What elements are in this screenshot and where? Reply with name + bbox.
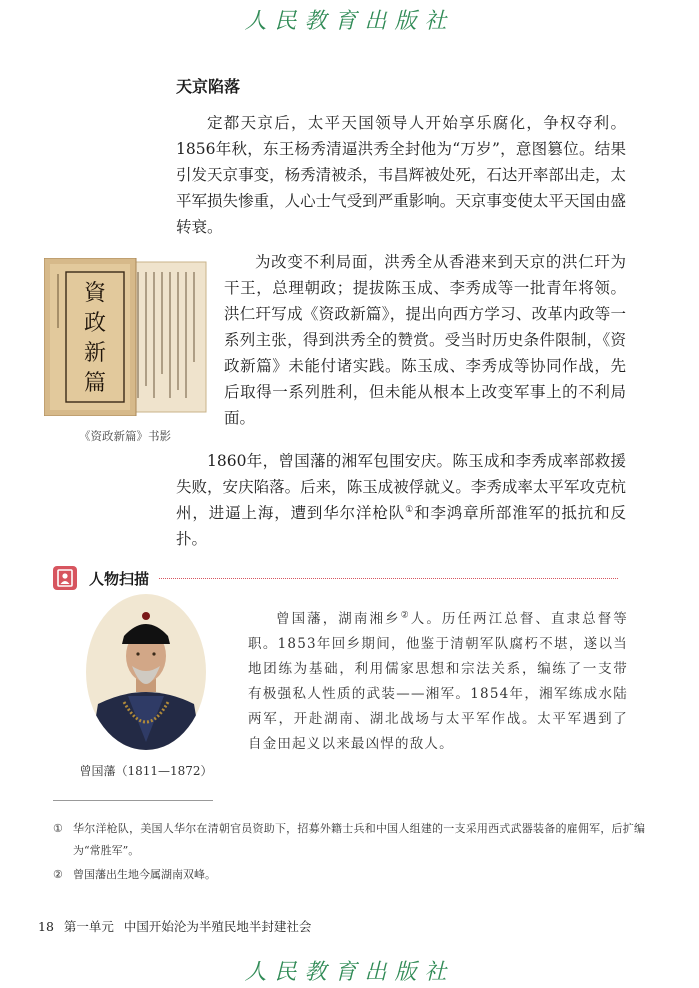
paragraph-3-text-b: 和李鸿章所部淮军的抵抗和反扑。: [176, 504, 626, 548]
profile-header-divider: [159, 578, 618, 579]
page-number: 18: [38, 919, 54, 934]
book-image-caption: 《资政新篇》书影: [79, 429, 171, 443]
section-title: 天京陷落: [176, 77, 241, 96]
biography-text: [248, 607, 628, 757]
book-cover-image: [44, 258, 208, 416]
portrait-image: [84, 592, 208, 752]
footnote-2-number: ②: [53, 868, 63, 881]
footnote-ref-2: ②: [400, 610, 411, 621]
footnote-ref-1: ①: [405, 504, 415, 515]
footnote-2: [53, 864, 653, 886]
portrait-caption: 曾国藩（1811—1872）: [79, 764, 213, 778]
paragraph-1: 定都天京后，太平天国领导人开始享乐腐化，争权夺利。1856年秋，东王杨秀清逼洪秀全封他为“万岁”，意图篡位。结果引发天京事变，杨秀清被杀，韦昌辉被处死，石达开率部出走，太平军损失惨重，人心士气受到严重影响。天京事变使太平天国由盛转衰。: [176, 114, 626, 236]
svg-text:政: 政: [83, 311, 107, 336]
book-cover-title: 資: [83, 281, 107, 306]
footnote-1-number: ①: [53, 822, 63, 835]
svg-text:新: 新: [83, 341, 107, 366]
biography-text-b: 人。历任两江总督、直隶总督等职。1853年回乡期间，他鉴于清朝军队腐朽不堪，遂以当地团练为基础，利用儒家思想和宗法关系，编练了一支带有极强私人性质的武装——湘军。1854年，湘军练成水陆两军，开赴湖南、湖北战场与太平军作战。太平军遇到了自金田起义以来最凶悍的敌人。: [248, 611, 628, 752]
footnote-1: [53, 818, 653, 862]
footnote-divider: [53, 800, 213, 801]
person-icon: [53, 566, 77, 590]
profile-header-title: 人物扫描: [89, 570, 150, 588]
svg-text:篇: 篇: [83, 371, 107, 396]
paragraph-3: [176, 448, 626, 552]
biography-text-a: 曾国藩，湖南湘乡: [276, 611, 401, 627]
footnote-2-text: 曾国藩出生地今属湖南双峰。: [73, 868, 216, 881]
profile-header: [53, 566, 618, 590]
page-footer: [38, 917, 317, 935]
unit-label: 第一单元: [63, 919, 114, 934]
footnote-1-text: 华尔洋枪队，美国人华尔在清朝官员资助下，招募外籍士兵和中国人组建的一支采用西式武器装备的雇佣军，后扩编为“常胜军”。: [73, 822, 645, 857]
paragraph-3-text-a: 1860年，曾国藩的湘军包围安庆。陈玉成和李秀成率部救援失败，安庆陷落。后来，陈玉成被俘就义。李秀成率太平军攻克杭州，进逼上海，遭到华尔洋枪队: [176, 452, 626, 522]
unit-title: 中国开始沦为半殖民地半封建社会: [123, 919, 312, 934]
publisher-logo-top: 人民教育出版社: [244, 9, 455, 34]
paragraph-2: 为改变不利局面，洪秀全从香港来到天京的洪仁玕为干王，总理朝政；提拔陈玉成、李秀成等一批青年将领。洪仁玕写成《资政新篇》，提出向西方学习、改革内政等一系列主张，得到洪秀全的赞赏。受当时历史条件限制，《资政新篇》未能付诸实践。陈玉成、李秀成等协同作战，先后取得一系列胜利，但未能从根本上改变军事上的不利局面。: [224, 253, 626, 427]
publisher-logo-bottom: 人民教育出版社: [244, 960, 455, 985]
